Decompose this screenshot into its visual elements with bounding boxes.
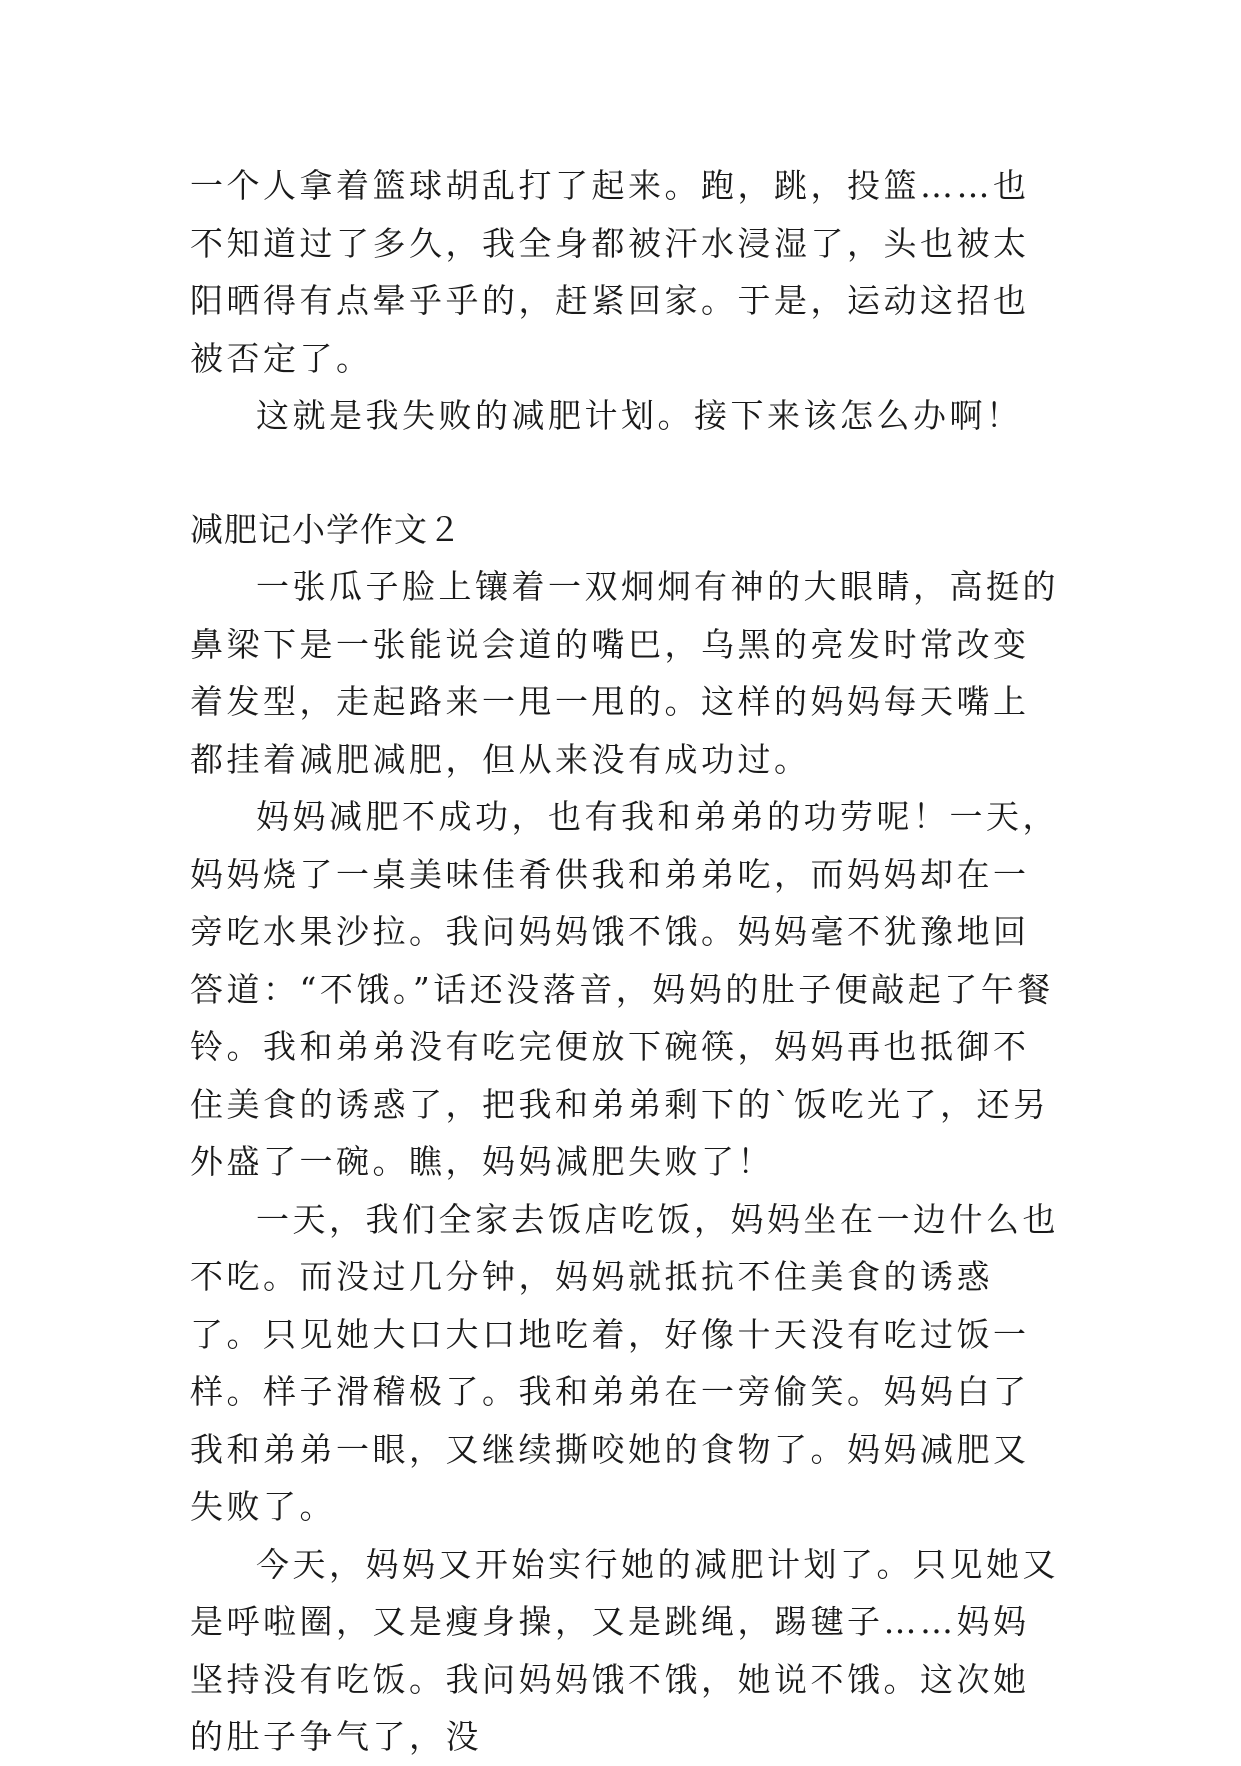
paragraph-3: 一天，我们全家去饭店吃饭，妈妈坐在一边什么也不吃。而没过几分钟，妈妈就抵抗不住美食的诱惑了。只见她大口大口地吃着，好像十天没有吃过饭一样。样子滑稽极了。我和弟弟在一旁偷笑。妈妈白了我和弟弟一眼，又继续撕咬她的食物了。妈妈减肥又失败了。	[190, 1199, 1059, 1526]
paragraph-continuation: 一个人拿着篮球胡乱打了起来。跑，跳，投篮……也不知道过了多久，我全身都被汗水浸湿了，头也被太阳晒得有点晕乎乎的，赶紧回家。于是，运动这招也被否定了。	[190, 166, 1030, 378]
section-title: 减肥记小学作文２	[190, 509, 462, 549]
paragraph-conclusion: 这就是我失败的减肥计划。接下来该怎么办啊！	[256, 396, 1023, 435]
paragraph-1: 一张瓜子脸上镶着一双炯炯有神的大眼睛，高挺的鼻梁下是一张能说会道的嘴巴，乌黑的亮发时常改变着发型，走起路来一甩一甩的。这样的妈妈每天嘴上都挂着减肥减肥，但从来没有成功过。	[190, 567, 1059, 779]
paragraph-2: 妈妈减肥不成功，也有我和弟弟的功劳呢！一天，妈妈烧了一桌美味佳肴供我和弟弟吃，而妈妈却在一旁吃水果沙拉。我问妈妈饿不饿。妈妈毫不犹豫地回答道：“不饿。”话还没落音，妈妈的肚子便敲起了午餐铃。我和弟弟没有吃完便放下碗筷，妈妈再也抵御不住美食的诱惑了，把我和弟弟剩下的`饭吃光了，还另外盛了一碗。瞧，妈妈减肥失败了！	[190, 797, 1059, 1181]
paragraph-4: 今天，妈妈又开始实行她的减肥计划了。只见她又是呼啦圈，又是瘦身操，又是跳绳，踢毽子……妈妈坚持没有吃饭。我问妈妈饿不饿，她说不饿。这次她的肚子争气了，没	[190, 1544, 1059, 1756]
essay-text	[190, 157, 1060, 1766]
